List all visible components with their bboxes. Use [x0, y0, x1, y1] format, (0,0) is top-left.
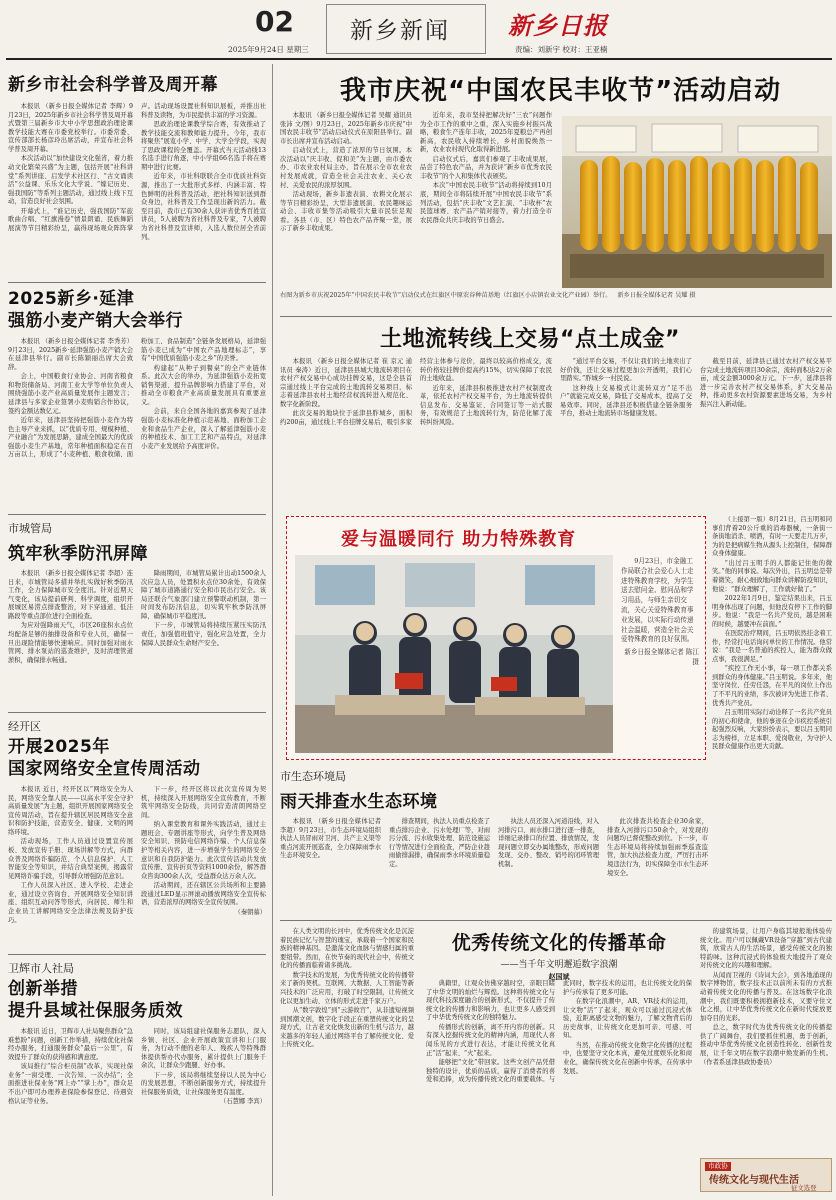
section-title: 新乡新闻 [350, 18, 450, 44]
classroom-photo [295, 555, 613, 753]
headline-line: 2025新乡·延津 [8, 289, 135, 309]
paragraph: 在人类文明的长河中，优秀传统文化是沉淀着民族记忆与智慧的瑰宝，承载着一个国家和民族的精神基因。是激荡文化血脉与情感归属的重要纽带。然而，在快节奏的现代社会中，传统文化的传播面临着诸多挑战。 [280, 928, 414, 970]
paragraph: 本次活动以“加快建设文化强省，着力推动文化繁荣兴盛”为主题，包括开展“社科讲堂”系列讲座、启发学术社区行、“古文诵读活”公益课、乐乐文化大学说、“嫁记历史、强我国防”等系列主题活动，通过线上线下互动，营造良好社会氛围。 [8, 155, 133, 206]
paragraph: 下一步，经开区将以此次宣传周为契机，持续深入开展网络安全宣传教育，不断筑牢网络安全防线，共同营造清朗网络空间。 [141, 786, 266, 819]
article-body [280, 358, 832, 506]
paragraph: 本报讯 （新乡日报全媒体记者 李辉）9月23日，2025年新乡市社会科学普及周开幕式暨第三届新乡市大中小学思想政治理论课教学技能大赛在市委党校举行。市委常委、宣传部部长杨彦玲出席活动，并宣布社会科学普及周开幕。 [8, 103, 133, 153]
paragraph: 从“数字敦煌”到“云游故宫”，从非遗短视频到国潮文创，数字化手段正在重塑传统文化的呈现方式，让古老文化焕发出新的生机与活力，越来越多的年轻人通过网络平台了解传统文化、爱上传统文化。 [280, 1006, 414, 1049]
article-body [280, 818, 708, 916]
column-subtitle: 征文选登 [791, 1184, 817, 1192]
paragraph: “疾控工作无小事，每一项工作都关系到群众的身体健康。”吕玉明说。多年来，他坚守岗位、任劳任怨，在平凡的岗位上作出了不平凡的业绩，多次被评为先进工作者、优秀共产党员。 [712, 665, 832, 707]
article-wheat-conference [8, 286, 266, 510]
headline: 筑牢秋季防汛屏障 [8, 544, 148, 564]
paragraph: 同时，该局组建社保服务志愿队，深入乡镇、社区、企业开展政策宣讲和上门服务，为行动不便的老年人、残疾人等特殊群体提供帮办代办服务，累计提供上门服务千余次，让群众少跑腿、好办事。 [141, 1028, 266, 1070]
column-tag: 市政协 [705, 1162, 731, 1171]
paragraph: 排查期间，执法人员重点检查了重点排污企业、污水处理厂等，对雨污分流、污水收集处理、防范设施运行等情况进行全面检查，严防企业趁雨偷排漏排，确保雨季水环境质量稳定。 [389, 818, 490, 868]
paragraph: 降雨期间，市城管局累计出动1500余人次应急人员，处置积水点位30余处，有效保障了城市道路通行安全和市民出行安全。该局还联合气象部门建立预警联动机制，第一时间发布防汛信息，切实筑牢秋季防汛屏障，确保城市平稳度汛。 [141, 570, 266, 620]
paragraph: 本报讯 近日，卫辉市人社局聚焦群众“急难愁盼”问题，创新工作举措，持续优化社保经办服务，打通服务群众“最后一公里”，有效提升了群众的获得感和满意度。 [8, 1028, 133, 1061]
photo-caption [280, 292, 832, 300]
box-headline: 爱与温暖同行 助力特殊教育 [341, 529, 577, 550]
paragraph: 能够把“文化”带回家。这些文创产品凭借独特的设计，优质的品质，赢得了消费者的喜爱和追捧，成为传播传统文化的重要载体。与此同时，数字技术的运用，也让传统文化的保护与传承有了更多可能。 [426, 980, 692, 1084]
essay-author: 赵国斌 [548, 972, 570, 981]
box-caption [621, 557, 699, 668]
editors-line: 责编：刘新宇 校对：王亚楠 [515, 45, 608, 54]
paragraph: 下一步，市城管局将持续压紧压实防汛责任，加强值班值守，强化应急处置，全力保障人民群众生命财产安全。 [141, 622, 266, 647]
headline-line: 创新举措 [8, 979, 78, 999]
article-body [712, 516, 832, 902]
article-body [8, 103, 266, 276]
visit-scene-image [295, 555, 613, 753]
paragraph: 当然，在推动传统文化数字化传播的过程中，也要坚守文化本真，避免过度娱乐化和商业化，确保传统文化在创新中传承，在传承中发展。 [563, 1041, 692, 1075]
paragraph: 2022年1月9日，鉴定结果出来，吕玉明身体出现了问题，但他没有停下工作的脚步。他说：“我是一名共产党员，越是困难的时候，越要冲在前面。” [712, 594, 832, 628]
paragraph: 活动现场，新乡非遗表演、农耕文化展示等节目精彩纷呈，大型非遗展演、农民趣味运动会、丰收市集等活动吸引大量市民驻足观看。各县（市、区）特色农产品齐聚一堂，展示了新乡丰收成果。 [280, 190, 412, 233]
article-author: （石慧娜 李宾） [219, 1098, 266, 1106]
caption-credit: 新乡日报全媒体记者 陈江 摄 [624, 648, 699, 666]
headline-line: 国家网络安全宣传周活动 [8, 759, 201, 779]
divider [8, 514, 266, 515]
subheadline: ——当千年文明邂逅数字浪潮 [500, 960, 618, 970]
kicker: 市生态环境局 [280, 770, 346, 783]
article-body [280, 112, 552, 288]
article-water-environment [280, 766, 708, 916]
paragraph: 近年来，市社科联联合全市优质社科资源，推出了一大批形式多样、内涵丰富、特色鲜明的社科普及活动，把社科知识送到群众身边，社科普及工作呈现出新的活力。截至目前，我市已有30余人获评省优秀百姓宣讲员，5人被聘为省社科普及专家，7人被聘为省社科普及宣讲师，入选人数位居全省前列。 [141, 173, 266, 241]
paragraph: 本报讯 （新乡日报全媒体记者 李秀芳）9月23日，2025新乡·延津强筋小麦产销大会在延津县举行。副市长陈颖丽出席大会致辞。 [8, 338, 133, 371]
newspaper-logo: 新乡日报 [508, 11, 608, 40]
essay-heading [426, 928, 692, 981]
paragraph: 活动现场，工作人员通过设置宣传展板、发放宣传手册、现场讲解等方式，向群众普及网络诈骗防范、个人信息保护、人工智能安全等知识，并结合典型案例，揭露常见网络诈骗手段，引导群众增强防范意识。 [8, 838, 133, 880]
article-body [8, 786, 266, 950]
divider [8, 282, 266, 283]
masthead-rule [6, 58, 832, 60]
paragraph: 为应对强降雨天气，市区26座积水点位均配备足够的抽排设备和专业人员，确保一旦出现险情能够快速响应。同时加强对雨水管网、排水泵站的巡查维护，及时清理管道淤积，确保排水畅通。 [8, 622, 133, 664]
lead-headline: 我市庆祝“中国农民丰收节”活动启动 [340, 76, 782, 106]
paragraph: 构建起“从种子到餐桌”的全产业链体系。此次大会的举办，为延津强筋小麦拓宽销售渠道、提升品牌影响力搭建了平台，对推动全市粮食产业高质量发展具有重要意义。 [141, 364, 266, 406]
divider [280, 316, 832, 317]
article-body-left [280, 928, 414, 1192]
paragraph: 的建筑场景，让用户身临其境般地体验传统文化。用户可以佩戴VR设备“穿越”到古代建筑，欣赏古人的生活场景，感受传统文化的独特韵味。这种沉浸式的体验极大地提升了观众对传统文化的兴趣和理解。 [700, 928, 832, 970]
paragraph: 启动仪式后，嘉宾们参观了丰收成果展，品尝了特色农产品，并为获评“新乡市优秀农民丰收节”的个人和集体代表颁奖。 [420, 155, 552, 180]
page-date: 2025年9月24日 星期三 [228, 45, 309, 54]
harvest-photo [562, 116, 832, 288]
headline: 土地流转线上交易“点土成金” [380, 327, 680, 352]
caption-text: 9月23日，市金融工作局联合社会爱心人士走进特殊教育学校，为学生送去慰问金、慰问品和学习用品，与师生亲切交流，关心关爱特殊教育事业发展，以实际行动传递社会温暖，营造全社会关爱特殊教育的良好氛围。 [621, 557, 694, 644]
headline [8, 736, 266, 780]
headline-line: 开展2025年 [8, 737, 110, 757]
paragraph: 数字技术的发展，为优秀传统文化的传播带来了新的契机。互联网、大数据、人工智能等新兴技术的广泛应用，打破了时空限制，让传统文化以更加生动、立体的形式走进千家万户。 [280, 971, 414, 1005]
headline-line: 强筋小麦产销大会举行 [8, 311, 183, 331]
headline: 优秀传统文化的传播革命 [451, 932, 667, 954]
paragraph: 会上，中国粮食行业协会、河南省粮食和物资储备局、河南工业大学等单位负责人围绕强筋小麦产业高质量发展作主题发言；延津县与多家企业签署小麦购销合作协议，签约金额达数亿元。 [8, 373, 133, 415]
caption-credit: 新乡日报全媒体记者 吴耀 摄 [617, 292, 696, 299]
article-author: （秦朝慕） [234, 908, 266, 916]
article-body [8, 338, 266, 508]
paragraph: 吕玉明用实际行动诠释了一名共产党员的初心和使命，他的事迹在全市疾控系统引起强烈反响，大家纷纷表示，要以吕玉明同志为榜样，立足本职、爱岗敬业，为守护人民群众健康作出更大贡献。 [712, 709, 832, 751]
paragraph: 截至目前，延津县已通过农村产权交易平台完成土地流转项目30余宗，流转面积达2万余亩，成交金额3000余万元。下一步，延津县将进一步完善农村产权交易体系，扩大交易品种，推动更多农村资源要素进场交易，为乡村振兴注入新动能。 [700, 358, 832, 408]
paragraph: 本报讯 （新乡日报全媒体记者 李超）连日来，市城管局多措并举扎实做好秋季防汛工作，全力保障城市安全度汛。针对近期天气变化，该局提前研判、科学调度，组织开展城区易涝点排查整治，对下穿通道、低洼路段等重点部位进行全面检查。 [8, 570, 133, 620]
kicker: 市城管局 [8, 522, 52, 535]
paragraph: 本报讯 近日，经开区以“网络安全为人民，网络安全靠人民——以高水平安全守护高质量发展”为主题，组织开展国家网络安全宣传周活动，旨在提升辖区居民网络安全意识和防护技能，营造安全、健康、文明的网络环境。 [8, 786, 133, 836]
headline: 新乡市社会科学普及周开幕 [8, 75, 218, 95]
column-divider [272, 64, 273, 1196]
paragraph: 工作人员深入社区、进入学校、走进企业，通过设立咨询台、开展网络安全知识讲座、组织互动问答等形式，向居民、师生和企业员工讲解网络安全法律法规及防护技巧。 [8, 882, 133, 924]
headline [8, 288, 266, 332]
page-number: 02 [255, 5, 294, 38]
caption-text: 右图为新乡市庆祝2025年“中国农民丰收节”启动仪式在红旗区中原农谷种苗基地（红旗区小店镇农业文化产业园）举行。 [280, 292, 612, 299]
paragraph: 纳入课堂教育和课外实践活动，通过主题班会、专题讲座等形式，向学生普及网络安全知识、预防电信网络诈骗、个人信息保护等相关内容，进一步增强学生的网络安全意识和自我防护能力。此次宣传活动共发放宣传册、宣传折页等资料1000余份，解答群众咨询300余人次，受益群众达万余人次。 [141, 821, 266, 880]
paragraph: 本次“中国农民丰收节”活动将持续到10月底，期间全市将陆续开展“中国农民丰收节”系列活动，包括“庆丰收”文艺汇演、“丰收杯”农民篮球赛、农产品产销对接等，着力打造全市农民群众共庆丰收的节日盛会。 [420, 182, 552, 224]
headline: 雨天排查水生态环境 [280, 792, 438, 812]
paragraph: 本报讯 （新乡日报全媒体记者 崔 京元 通讯员 秦涛）近日，延津县县城大地流转项目在农村产权交易中心成功挂牌交易，这是全县首宗通过线上平台完成的土地流转交易项目，标志着延津县农村土地经营权流转进入规范化、数字化新阶段。 [280, 358, 412, 408]
masthead [0, 0, 836, 64]
divider [8, 712, 266, 713]
paragraph: 执法人员还深入河道沿线，对入河排污口、雨水排口进行逐一排查，详细记录排口的位置、排放情况，发现问题立即交办属地整改，形成问题发现、交办、整改、销号的闭环管理机制。 [498, 818, 599, 868]
paragraph: “通过平台交易，不仅让我们的土地卖出了好价钱，还让交易过程更加公开透明，我们心里踏实。”胙城乡一村民说。 [560, 358, 692, 383]
paragraph: 近年来，我市坚持把解决好“三农”问题作为全市工作的重中之重，深入实施乡村振兴战略，粮食生产连年丰收，2025年夏粮总产再创新高，农民收入持续增长，乡村面貌焕然一新，农业农村现代化取得新进展。 [420, 112, 552, 154]
article-social-insurance [8, 958, 266, 1194]
paragraph: 此次排查共检查企业30余家，排查入河排污口50余个，对发现的问题均已督促整改到位。下一步，市生态环境局将持续加强雨季巡查监管，加大执法检查力度，严厉打击环境违法行为，切实保障全市水生态环境安全。 [607, 818, 708, 877]
divider [8, 954, 266, 955]
paragraph: “出过吕玉明手的人都能记住他的微笑。”他的同事说。每次外出，吕玉明总是带着微笑，耐心细致地向群众讲解防疫知识，他说：“群众理解了，工作就好做了。” [712, 559, 832, 593]
paragraph: 从闻而卫视的《诗词大会》，到各地涌现的数字博物馆，数字技术正以前所未有的方式推动着传统文化的传播与普及。在这场数字化浪潮中，我们既要积极拥抱新技术，又要守住文化之根，让中华优秀传统文化在新时代绽放更加夺目的光彩。 [700, 971, 832, 1022]
article-harvest-festival [280, 64, 832, 312]
paragraph: 在医院治疗期间，吕玉明依然挂念着工作，经常打电话询问单位的工作情况。他常说：“我是一名普通的疾控人，能为群众做点事，我很满足。” [712, 630, 832, 663]
paragraph: 这种线上交易模式让流转双方“足不出户”就能完成交易，降低了交易成本，提高了交易效率。同时，延津县还积极搭建全链条服务平台，推动土地流转市场健康发展。 [560, 384, 692, 418]
paragraph: 传播形式的创新，离不开内容的创新。只有深入挖掘传统文化的精神内涵，用现代人喜闻乐见的方式进行表达，才能让传统文化真正“活”起来、“火”起来。 [426, 1023, 555, 1057]
column-title: 传统文化与现代生活 [709, 1175, 799, 1186]
divider [280, 920, 832, 921]
article-traditional-culture [280, 924, 832, 1196]
article-body [8, 570, 266, 708]
kicker: 经开区 [8, 720, 41, 733]
paragraph: 总之，数字时代为优秀传统文化的传播提供了广阔舞台，我们要抓住机遇，勇于创新，推动中华优秀传统文化创造性转化、创新性发展，让千年文明在数字浪潮中焕发新的生机。（作者系延津县政协委员） [700, 1024, 832, 1066]
article-continuation [712, 516, 832, 906]
paragraph: 在数字化浪潮中，AR、VR技术的运用，让文物“活”了起来，观众可以通过沉浸式体验，近距离感受文物的魅力，了解文物背后的历史故事，让传统文化更加可亲、可感、可知。 [563, 997, 692, 1040]
paragraph: 会前，来自全国各地的嘉宾参观了延津强筋小麦标准化种植示范基地、面粉加工企业和食品生产企业，深入了解延津强筋小麦的种植技术、加工工艺和产品特点，对延津小麦产业发展给予高度评价。 [141, 408, 266, 450]
paragraph: （上接第一版）8月21日，吕玉明和同事们背着20公斤重的消毒器械，一条街一条街地消杀、喷洒，有时一天要走几万步，为的是把病媒生物从源头上控制住，保障群众身体健康。 [712, 516, 832, 558]
article-cyber-security-week [8, 716, 266, 950]
article-body-mid [426, 980, 692, 1192]
paragraph: 近年来，延津县积极推进农村产权制度改革，依托农村产权交易平台，为土地流转提供信息发布、交易鉴证、合同签订等一站式服务，有效规范了土地流转行为，防范化解了流转纠纷风险。 [420, 384, 552, 426]
article-land-transfer [280, 320, 832, 510]
corn-display-image [562, 116, 832, 288]
headline [8, 978, 266, 1022]
article-body [8, 1028, 266, 1194]
headline-line: 提升县域社保服务质效 [8, 1001, 183, 1021]
paragraph: 本报讯 （新乡日报全媒体记者 吴耀 通讯员 张沛 文/图）9月23日，2025年新乡市庆祝“中国农民丰收节”活动启动仪式在原阳县举行。副市长出席并宣布活动启动。 [280, 112, 412, 145]
special-education-box [286, 516, 706, 760]
paragraph: 此次交易的地块位于延津县胙城乡，面积约200亩，通过线上平台挂牌交易后，吸引多家经营主体参与竞价，最终以较高价格成交，流转价格较挂牌价提高约15%，切实保障了农民的土地收益。 [280, 358, 552, 426]
column-tag-box [700, 1158, 832, 1192]
article-social-science-week [8, 66, 266, 276]
paragraph: 典籍里，让观众仿佛穿越时空，亲眼目睹了中华文明的灿烂与辉煌。这种将传统文化与现代科技深度融合的创新形式，不仅提升了传统文化的传播力和影响力，也让更多人感受到了中华优秀传统文化的独特魅力。 [426, 980, 555, 1022]
paragraph: 活动期间，还在辖区公共场所和主要路段通过LED显示屏滚动播放网络安全宣传标语，营造浓厚的网络安全宣传氛围。 [141, 882, 266, 907]
article-body-right [700, 928, 832, 1154]
paragraph: 下一步，该局将继续坚持以人民为中心的发展思想，不断创新服务方式，持续提升社保服务质效，让社保服务更有温度。 [141, 1071, 266, 1096]
paragraph: 本报讯 （新乡日报全媒体记者 李超）9月23日，市生态环境局组织执法人员冒雨对卫河、共产主义渠等重点河流开展巡查，全力保障雨季水生态环境安全。 [280, 818, 381, 860]
paragraph: 该局推行“综合柜员制”改革，实现社保业务“一窗受理、一次告知、一次办结”；全面推进社保业务“网上办”“掌上办”，群众足不出户即可办理养老保险参保登记、待遇资格认证等业务。 [8, 1063, 133, 1105]
paragraph: 开幕式上，“谁记历史，强我国防”军旅歌曲合唱、“红旗漫卷”情景朗诵、民族舞蹈展演等节目精彩纷呈，赢得现场观众阵阵掌声。活动现场设置社科知识展板，并推出社科普及读物，为市民提供丰富的学习资源。 [8, 103, 266, 232]
article-flood-control [8, 518, 266, 708]
paragraph: 思政治理论课教学综合赛，有效推动了教学技能交流和教师能力提升。今年，我市将聚焦“展览小学、中学、大学全学段，实现了思政课程的全覆盖。开幕式当天活动线13名选手进行角逐，中小学组66名选手将在赛期中进行比赛。 [141, 120, 266, 171]
paragraph: 启动仪式上，营造了浓厚的节日氛围。本次活动以“庆丰收、促和美”为主题，由市委农办、市农业农村局主办，旨在展示全市农业农村发展成就，营造全社会关注农业、关心农村、关爱农民的浓厚氛围。 [280, 147, 412, 189]
paragraph: 近年来，延津县坚持把强筋小麦作为特色主导产业来抓，以“优质专用、规模种植、产业融合”为发展思路，建成全国最大的优质强筋小麦生产基地，常年种植面积稳定在百万亩以上，形成了“小麦种植、粮食收储、面粉加工、食品制造”全链条发展格局，延津强筋小麦已成为“中国农产品地理标志”，享有“中国优质强筋小麦之乡”的美誉。 [8, 338, 266, 459]
kicker: 卫辉市人社局 [8, 962, 74, 975]
